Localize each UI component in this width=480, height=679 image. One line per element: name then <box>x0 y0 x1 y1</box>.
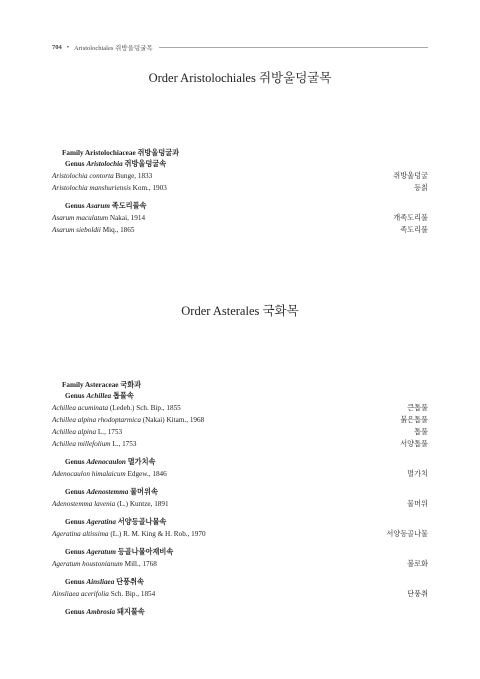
running-header <box>52 42 428 52</box>
species-author: L., 1753 <box>96 428 123 436</box>
species-name: Ageratina altissima <box>52 530 109 538</box>
species-author: Bunge, 1833 <box>113 172 153 180</box>
species-author: (Nakai) Kitam., 1968 <box>140 416 205 424</box>
species-row <box>52 182 428 194</box>
genus-korean-name: 물머위속 <box>128 488 158 496</box>
species-name: Adenocaulon himalaicum <box>52 470 126 478</box>
genus-heading <box>52 487 428 498</box>
species-row <box>52 438 428 450</box>
genus-prefix: Genus <box>65 608 87 616</box>
genus-spacer <box>52 570 428 577</box>
species-author: (L.) R. M. King & H. Rob., 1970 <box>108 530 206 538</box>
species-name: Adenostemma lavenia <box>52 500 116 508</box>
species-name: Ainsliaea acerifolia <box>52 590 109 598</box>
species-author: Edgew., 1846 <box>125 470 167 478</box>
genus-spacer <box>52 450 428 457</box>
order-title-asterales: Order Asterales 국화목 <box>181 304 299 318</box>
species-row <box>52 468 428 480</box>
genus-korean-name: 서양등골나물속 <box>115 518 167 526</box>
genus-name: Asarum <box>86 202 110 210</box>
genus-korean-name: 등골나물아재비속 <box>115 548 174 556</box>
species-korean-name: 큰톱풀 <box>407 404 428 412</box>
species-row <box>52 402 428 414</box>
genus-heading <box>52 201 428 212</box>
species-author: (L.) Kuntze, 1891 <box>115 500 169 508</box>
species-row <box>52 170 428 182</box>
genus-spacer <box>52 540 428 547</box>
species-entry <box>52 426 122 438</box>
species-korean-name: 서양등골나물 <box>386 530 428 538</box>
species-entry <box>52 414 204 426</box>
genus-spacer <box>52 194 428 201</box>
species-author: Mill., 1768 <box>122 560 157 568</box>
genus-name: Ainsliaea <box>86 578 115 586</box>
genus-korean-name: 멸가치속 <box>125 458 156 466</box>
species-korean-name: 톱풀 <box>414 428 428 436</box>
species-author: L., 1753 <box>110 440 137 448</box>
genus-heading <box>52 607 428 618</box>
genus-prefix: Genus <box>65 392 87 400</box>
order-title-aristolochiales: Order Aristolochiales 쥐방울덩굴목 <box>148 71 332 85</box>
genus-name: Adenostemma <box>86 488 129 496</box>
species-entry <box>52 402 181 414</box>
genus-name: Ageratum <box>86 548 116 556</box>
species-row <box>52 588 428 600</box>
species-name: Ageratum houstonianum <box>52 560 123 568</box>
species-entry <box>52 182 167 194</box>
genus-name: Ageratina <box>86 518 116 526</box>
genus-prefix: Genus <box>65 578 87 586</box>
genus-korean-name: 쥐방울덩굴속 <box>122 160 167 168</box>
species-korean-name: 멸가치 <box>407 470 428 478</box>
genus-prefix: Genus <box>65 518 87 526</box>
species-name: Achillea millefolium <box>52 440 111 448</box>
species-row <box>52 558 428 570</box>
genus-name: Ambrosia <box>86 608 116 616</box>
genus-heading <box>52 547 428 558</box>
species-row <box>52 528 428 540</box>
genus-name: Achillea <box>86 392 112 400</box>
species-korean-name: 족도리풀 <box>400 226 428 234</box>
header-rule <box>159 47 428 48</box>
family-heading: Family Asteraceae 국화과 <box>62 381 142 389</box>
species-korean-name: 불로화 <box>407 560 428 568</box>
species-korean-name: 개족도리풀 <box>393 214 428 222</box>
species-entry <box>52 558 157 570</box>
asteraceae-section <box>52 380 428 618</box>
species-author: Miq., 1865 <box>100 226 135 234</box>
page-number: 704 <box>52 43 62 51</box>
aristolochiaceae-section <box>52 148 428 236</box>
species-name: Achillea acuminata <box>52 404 109 412</box>
genus-prefix: Genus <box>65 458 87 466</box>
genus-name: Aristolochia <box>86 160 123 168</box>
species-entry <box>52 170 152 182</box>
species-row <box>52 224 428 236</box>
species-row <box>52 414 428 426</box>
genus-spacer <box>52 480 428 487</box>
genus-name: Adenocaulon <box>86 458 126 466</box>
genus-prefix: Genus <box>65 488 87 496</box>
species-entry <box>52 468 167 480</box>
family-heading: Family Aristolochiaceae 쥐방울덩굴과 <box>62 149 180 157</box>
running-title: Aristolochiales 쥐방울덩굴목 <box>74 44 153 52</box>
species-korean-name: 물머위 <box>407 500 428 508</box>
species-korean-name: 서양톱풀 <box>400 440 428 448</box>
genus-spacer <box>52 510 428 517</box>
genus-prefix: Genus <box>65 548 87 556</box>
species-entry <box>52 212 145 224</box>
species-name: Asarum sieboldii <box>52 226 101 234</box>
species-row <box>52 426 428 438</box>
species-row <box>52 498 428 510</box>
genus-heading <box>52 457 428 468</box>
genus-korean-name: 톱풀속 <box>111 392 134 400</box>
genus-korean-name: 족도리풀속 <box>109 202 147 210</box>
species-entry <box>52 438 136 450</box>
species-name: Achillea alpina <box>52 428 97 436</box>
species-korean-name: 단풍취 <box>407 590 428 598</box>
species-entry <box>52 224 134 236</box>
species-entry <box>52 498 169 510</box>
genus-heading <box>52 391 428 402</box>
species-name: Aristolochia contorta <box>52 172 114 180</box>
species-author: (Ledeb.) Sch. Bip., 1855 <box>108 404 181 412</box>
species-entry <box>52 588 155 600</box>
genus-korean-name: 돼지풀속 <box>115 608 145 616</box>
species-author: Nakai, 1914 <box>108 214 146 222</box>
species-author: Kom., 1903 <box>130 184 167 192</box>
species-author: Sch. Bip., 1854 <box>108 590 156 598</box>
genus-korean-name: 단풍취속 <box>114 578 144 586</box>
header-bullet: • <box>66 43 70 51</box>
species-korean-name: 등칡 <box>414 184 428 192</box>
species-name: Aristolochia manshuriensis <box>52 184 131 192</box>
species-korean-name: 쥐방울덩굴 <box>393 172 428 180</box>
genus-spacer <box>52 600 428 607</box>
species-entry <box>52 528 206 540</box>
genus-prefix: Genus <box>65 160 87 168</box>
species-name: Asarum maculatum <box>52 214 109 222</box>
species-row <box>52 212 428 224</box>
genus-heading <box>52 159 428 170</box>
species-name: Achillea alpina rhodoptarmica <box>52 416 141 424</box>
genus-prefix: Genus <box>65 202 87 210</box>
genus-heading <box>52 577 428 588</box>
genus-heading <box>52 517 428 528</box>
species-korean-name: 붉은톱풀 <box>400 416 428 424</box>
